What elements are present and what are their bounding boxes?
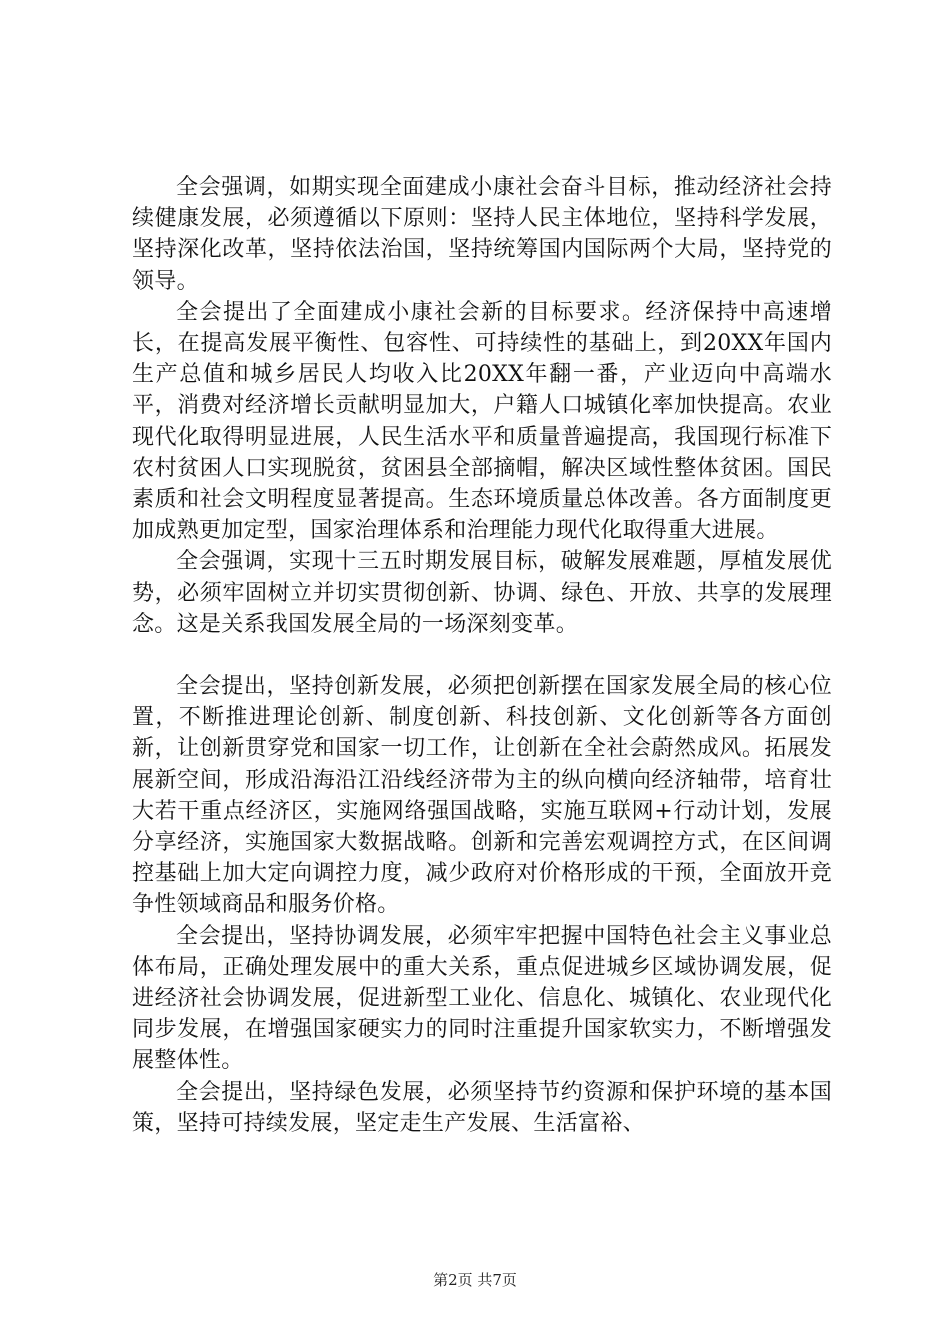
paragraph-goals: 全会提出了全面建成小康社会新的目标要求。经济保持中高速增长，在提高发展平衡性、包容性、可持续性的基础上，到20XX年国内生产总值和城乡居民人均收入比20XX年翻一番，产业迈向中高端水平，消费对经济增长贡献明显加大，户籍人口城镇化率加快提高。农业现代化取得明显进展，人民生活水平和质量普遍提高，我国现行标准下农村贫困人口实现脱贫，贫困县全部摘帽，解决区域性整体贫困。国民素质和社会文明程度显著提高。生态环境质量总体改善。各方面制度更加成熟更加定型，国家治理体系和治理能力现代化取得重大进展。 [132, 299, 832, 544]
paragraph-principles: 全会强调，如期实现全面建成小康社会奋斗目标，推动经济社会持续健康发展，必须遵循以下原则：坚持人民主体地位，坚持科学发展，坚持深化改革，坚持依法治国，坚持统筹国内国际两个大局，坚持党的领导。 [132, 175, 832, 294]
paragraph-coordinated-development: 全会提出，坚持协调发展，必须牢牢把握中国特色社会主义事业总体布局，正确处理发展中的重大关系，重点促进城乡区域协调发展，促进经济社会协调发展，促进新型工业化、信息化、城镇化、农业现代化同步发展，在增强国家硬实力的同时注重提升国家软实力，不断增强发展整体性。 [132, 923, 832, 1074]
paragraph-innovative-development: 全会提出，坚持创新发展，必须把创新摆在国家发展全局的核心位置，不断推进理论创新、制度创新、科技创新、文化创新等各方面创新，让创新贯穿党和国家一切工作，让创新在全社会蔚然成风。拓展发展新空间，形成沿海沿江沿线经济带为主的纵向横向经济轴带，培育壮大若干重点经济区，实施网络强国战略，实施互联网+行动计划，发展分享经济，实施国家大数据战略。创新和完善宏观调控方式，在区间调控基础上加大定向调控力度，减少政府对价格形成的干预，全面放开竞争性领域商品和服务价格。 [132, 674, 832, 918]
paragraph-development-concepts: 全会强调，实现十三五时期发展目标，破解发展难题，厚植发展优势，必须牢固树立并切实贯彻创新、协调、绿色、开放、共享的发展理念。这是关系我国发展全局的一场深刻变革。 [132, 549, 832, 637]
document-body [132, 172, 832, 1139]
page-number-footer: 第2页 共7页 [433, 1271, 517, 1289]
paragraph-green-development: 全会提出，坚持绿色发展，必须坚持节约资源和保护环境的基本国策，坚持可持续发展，坚定走生产发展、生活富裕、 [132, 1079, 832, 1136]
